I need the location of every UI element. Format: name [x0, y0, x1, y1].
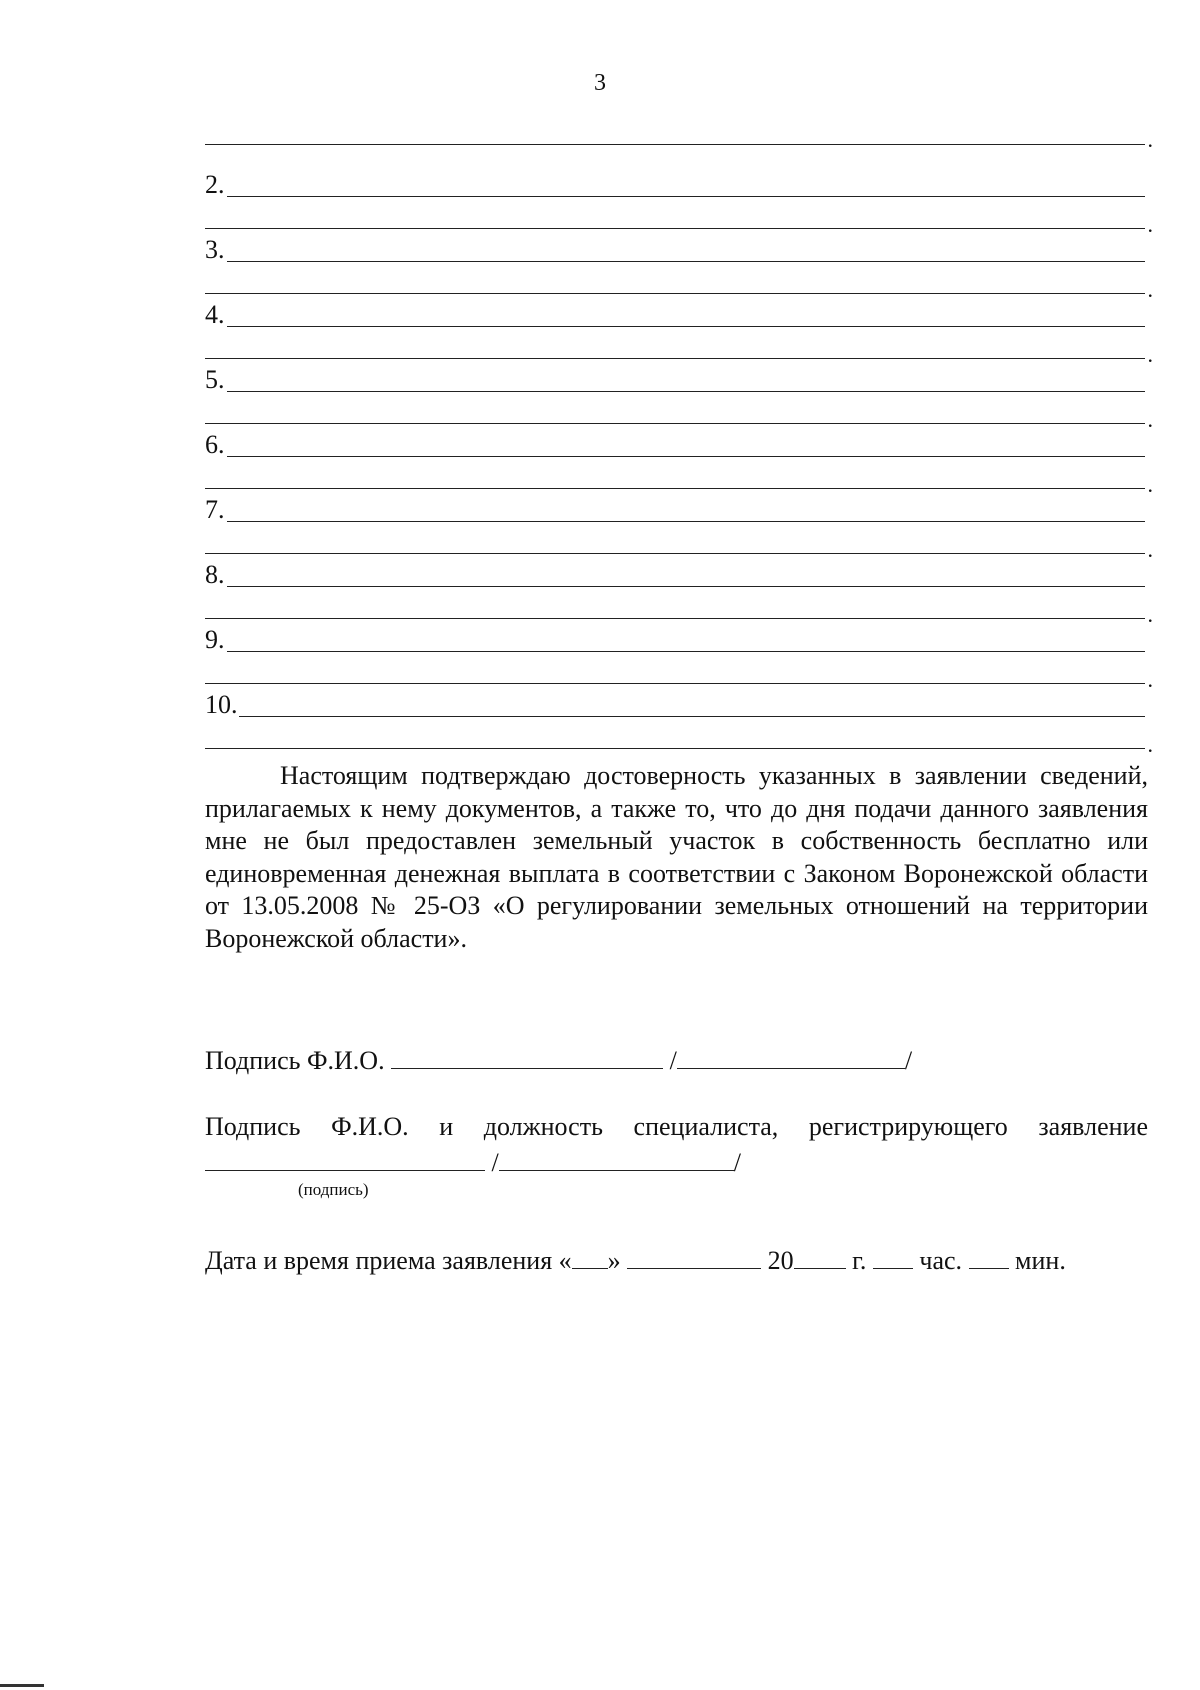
specialist-signature-line: [205, 1148, 741, 1178]
item-number: 9.: [205, 625, 225, 654]
signature-end-slash: /: [733, 1148, 741, 1177]
line-end-dot: .: [1147, 472, 1153, 497]
line-end-dot: .: [1147, 127, 1153, 152]
fill-line[interactable]: [227, 521, 1145, 522]
applicant-signature-line: [205, 1046, 912, 1076]
fill-line[interactable]: [227, 651, 1145, 652]
list-item-7: [205, 471, 1153, 562]
list-item-8: [205, 536, 1153, 627]
item-number: 10.: [205, 690, 238, 719]
signature-separator: /: [491, 1148, 499, 1177]
item-number: 2.: [205, 170, 225, 199]
fill-line[interactable]: [205, 748, 1145, 749]
item-number: 4.: [205, 300, 225, 329]
list-item-5: [205, 341, 1153, 432]
list-item-6: [205, 406, 1153, 497]
item-number: 6.: [205, 430, 225, 459]
line-end-dot: .: [1147, 212, 1153, 237]
fill-line[interactable]: [239, 716, 1145, 717]
confirmation-paragraph: [205, 760, 1148, 955]
line-end-dot: .: [1147, 407, 1153, 432]
specialist-name-blank[interactable]: [499, 1148, 734, 1171]
fill-line[interactable]: [227, 391, 1145, 392]
list-item-4: [205, 276, 1153, 367]
list-item-9: [205, 601, 1153, 692]
specialist-signature-blank[interactable]: [205, 1148, 485, 1171]
list-item-2: [205, 146, 1153, 237]
line-end-dot: .: [1147, 342, 1153, 367]
applicant-name-blank[interactable]: [677, 1046, 905, 1069]
year-prefix: 20: [767, 1246, 794, 1275]
year-blank[interactable]: [794, 1246, 846, 1269]
hour-blank[interactable]: [873, 1246, 913, 1269]
fill-line[interactable]: [227, 261, 1145, 262]
line-end-dot: .: [1147, 732, 1153, 757]
line-end-dot: .: [1147, 537, 1153, 562]
line-end-dot: .: [1147, 667, 1153, 692]
minute-label: мин.: [1015, 1246, 1066, 1275]
signature-caption: (подпись): [298, 1180, 369, 1199]
signature-end-slash: /: [904, 1046, 913, 1075]
confirmation-text: Настоящим подтверждаю достоверность указанных в заявлении сведений, прилагаемых к нему документов, а также то, что до дня подачи данного заявления мне не был предоставлен земельный участок в собственность бесплатно или единовременная денежная выплата в соответствии с Законом Воронежской области от 13.05.2008 № 25-ОЗ «О регулировании земельных отношений на территории Воронежской области».: [205, 761, 1148, 953]
line-end-dot: .: [1147, 277, 1153, 302]
close-quote: »: [607, 1246, 621, 1275]
signature-separator: /: [669, 1046, 677, 1075]
day-blank[interactable]: [572, 1246, 608, 1269]
applicant-signature-blank[interactable]: [391, 1046, 663, 1069]
list-item-10: [205, 666, 1153, 757]
fill-line[interactable]: [227, 456, 1145, 457]
fill-line[interactable]: [227, 586, 1145, 587]
year-suffix: г.: [852, 1246, 867, 1275]
page-number: 3: [594, 70, 606, 96]
fill-line: [205, 144, 1145, 145]
month-blank[interactable]: [627, 1246, 761, 1269]
fill-line[interactable]: [227, 196, 1145, 197]
item-number: 8.: [205, 560, 225, 589]
minute-blank[interactable]: [969, 1246, 1009, 1269]
scan-edge-mark: [0, 1684, 44, 1687]
specialist-signature-label: Подпись Ф.И.О. и должность специалиста, регистрирующего заявление: [205, 1112, 1148, 1141]
fill-line[interactable]: [227, 326, 1145, 327]
attachments-list: [205, 127, 1153, 757]
line-end-dot: .: [1147, 602, 1153, 627]
list-lead-line: [205, 127, 1153, 152]
item-number: 3.: [205, 235, 225, 264]
reception-datetime-line: [205, 1246, 1066, 1276]
reception-datetime-label: Дата и время приема заявления «: [205, 1246, 572, 1275]
applicant-signature-label: Подпись Ф.И.О.: [205, 1046, 385, 1075]
list-item-3: [205, 211, 1153, 302]
item-number: 7.: [205, 495, 225, 524]
item-number: 5.: [205, 365, 225, 394]
hour-label: час.: [919, 1246, 963, 1275]
